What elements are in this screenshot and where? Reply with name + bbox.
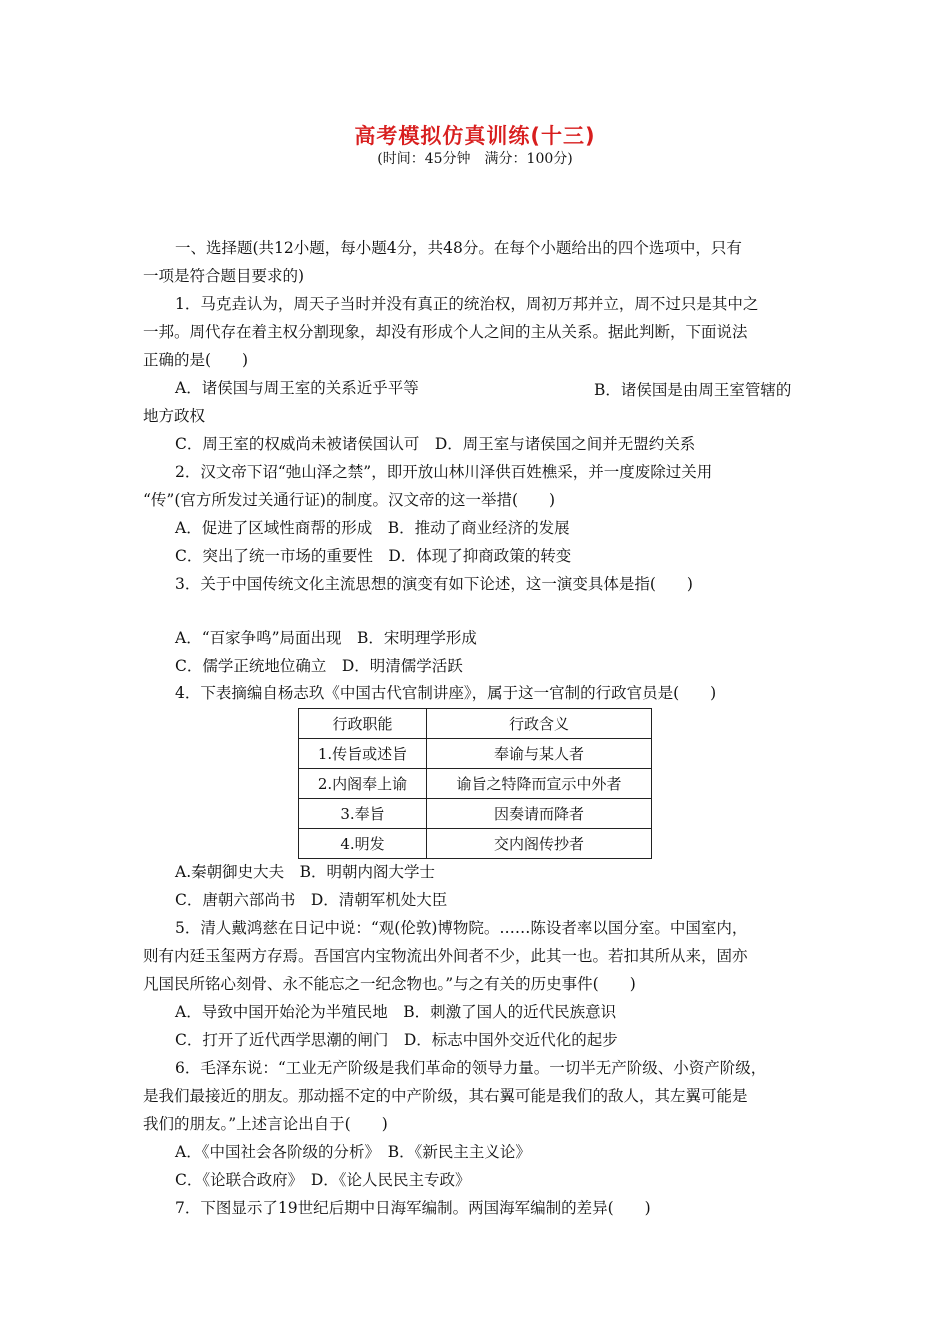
q6-stem: 我们的朋友。”上述言论出自于( )	[143, 1115, 388, 1133]
q4-stem: 4．下表摘编自杨志玖《中国古代官制讲座》，属于这一官制的行政官员是( )	[175, 684, 717, 702]
q1-stem: 正确的是( )	[143, 351, 249, 369]
table-row	[299, 799, 652, 829]
table-row	[299, 769, 652, 799]
table-header-row	[299, 709, 652, 739]
table-row	[299, 829, 652, 859]
q1-options-cd: C．周王室的权威尚未被诸侯国认可 D．周王室与诸侯国之间并无盟约关系	[175, 435, 696, 453]
table-header-cell: 行政职能	[299, 709, 427, 739]
q2-options-ab: A．促进了区域性商帮的形成 B．推动了商业经济的发展	[175, 519, 570, 537]
q2-options-cd: C．突出了统一市场的重要性 D．体现了抑商政策的转变	[175, 547, 572, 565]
q6-options-cd: C．《论联合政府》 D．《论人民民主专政》	[175, 1171, 471, 1189]
table-row	[299, 739, 652, 769]
page-title: 高考模拟仿真训练(十三)	[354, 124, 596, 148]
q1-option-b-cont: 地方政权	[143, 407, 206, 425]
q3-options-cd: C．儒学正统地位确立 D．明清儒学活跃	[175, 657, 463, 675]
q1-stem: 一邦。周代存在着主权分割现象，却没有形成个人之间的主从关系。据此判断，下面说法	[143, 323, 748, 341]
table-cell: 因奏请而降者	[427, 799, 652, 829]
table-cell: 1.传旨或述旨	[299, 739, 427, 769]
q1-stem: 1．马克垚认为，周天子当时并没有真正的统治权，周初万邦并立，周不过只是其中之	[175, 295, 759, 313]
q4-options-ab: A.秦朝御史大夫 B．明朝内阁大学士	[175, 863, 436, 881]
official-system-table	[298, 708, 652, 859]
q5-options-cd: C．打开了近代西学思潮的闸门 D．标志中国外交近代化的起步	[175, 1031, 618, 1049]
q4-options-cd: C．唐朝六部尚书 D．清朝军机处大臣	[175, 891, 448, 909]
q6-stem: 6．毛泽东说：“工业无产阶级是我们革命的领导力量。一切半无产阶级、小资产阶级，	[175, 1059, 767, 1077]
table-cell: 交内阁传抄者	[427, 829, 652, 859]
table-cell: 3.奉旨	[299, 799, 427, 829]
q3-stem: 3．关于中国传统文化主流思想的演变有如下论述，这一演变具体是指( )	[175, 575, 693, 593]
page-subtitle: (时间：45分钟 满分：100分)	[377, 151, 573, 167]
q6-options-ab: A．《中国社会各阶级的分析》 B．《新民主主义论》	[175, 1143, 531, 1161]
q2-stem: “传”(官方所发过关通行证)的制度。汉文帝的这一举措( )	[143, 491, 556, 509]
table-cell: 奉谕与某人者	[427, 739, 652, 769]
q5-stem: 则有内廷玉玺两方存焉。吾国宫内宝物流出外间者不少，此其一也。若扣其所从来，固亦	[143, 947, 748, 965]
table-cell: 谕旨之特降而宣示中外者	[427, 769, 652, 799]
q5-stem: 5．清人戴鸿慈在日记中说：“观(伦敦)博物院。……陈设者率以国分室。中国室内，	[175, 919, 748, 937]
q3-options-ab: A．“百家争鸣”局面出现 B．宋明理学形成	[175, 629, 477, 647]
q2-stem: 2．汉文帝下诏“弛山泽之禁”，即开放山林川泽供百姓樵采，并一度废除过关用	[175, 463, 713, 481]
q5-stem: 凡国民所铭心刻骨、永不能忘之一纪念物也。”与之有关的历史事件( )	[143, 975, 636, 993]
section-heading-line: 一项是符合题目要求的)	[143, 267, 305, 285]
q1-option-b: B．诸侯国是由周王室管辖的	[594, 381, 792, 399]
table-cell: 2.内阁奉上谕	[299, 769, 427, 799]
q5-options-ab: A．导致中国开始沦为半殖民地 B．刺激了国人的近代民族意识	[175, 1003, 617, 1021]
table-cell: 4.明发	[299, 829, 427, 859]
section-heading-line: 一、选择题(共12小题，每小题4分，共48分。在每个小题给出的四个选项中，只有	[175, 239, 742, 257]
table-header-cell: 行政含义	[427, 709, 652, 739]
q6-stem: 是我们最接近的朋友。那动摇不定的中产阶级，其右翼可能是我们的敌人，其左翼可能是	[143, 1087, 748, 1105]
q7-stem: 7．下图显示了19世纪后期中日海军编制。两国海军编制的差异( )	[175, 1199, 651, 1217]
q1-option-a: A．诸侯国与周王室的关系近乎平等	[175, 379, 419, 397]
